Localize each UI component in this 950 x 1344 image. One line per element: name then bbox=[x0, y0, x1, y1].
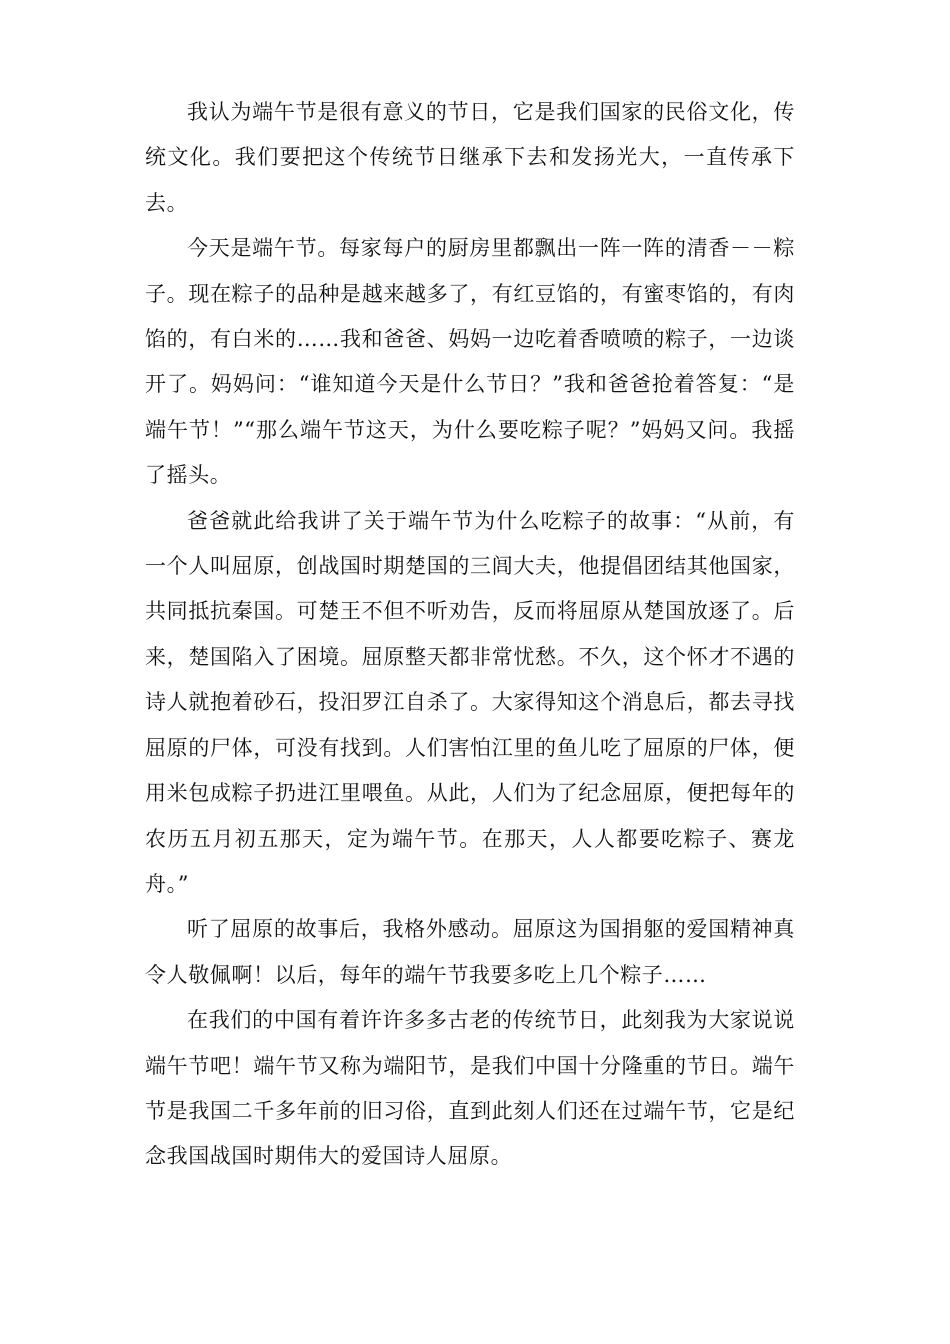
paragraph-2: 今天是端午节。每家每户的厨房里都飘出一阵一阵的清香－－粽子。现在粽子的品种是越来越多了，有红豆馅的，有蜜枣馅的，有肉馅的，有白米的……我和爸爸、妈妈一边吃着香喷喷的粽子，一边谈开了。妈妈问：“谁知道今天是什么节日？”我和爸爸抢着答复：“是端午节！”“那么端午节这天，为什么要吃粽子呢？”妈妈又问。我摇了摇头。 bbox=[145, 236, 795, 488]
paragraph-1: 我认为端午节是很有意义的节日，它是我们国家的民俗文化，传统文化。我们要把这个传统节日继承下去和发扬光大，一直传承下去。 bbox=[145, 100, 795, 215]
paragraph-3: 爸爸就此给我讲了关于端午节为什么吃粽子的故事：“从前，有一个人叫屈原，创战国时期楚国的三闾大夫，他提倡团结其他国家，共同抵抗秦国。可楚王不但不听劝告，反而将屈原从楚国放逐了。后来，楚国陷入了困境。屈原整天都非常忧愁。不久，这个怀才不遇的诗人就抱着砂石，投汨罗江自杀了。大家得知这个消息后，都去寻找屈原的尸体，可没有找到。人们害怕江里的鱼儿吃了屈原的尸体，便用米包成粽子扔进江里喂鱼。从此，人们为了纪念屈原，便把每年的农历五月初五那天，定为端午节。在那天，人人都要吃粽子、赛龙舟。” bbox=[145, 508, 795, 896]
paragraph-5: 在我们的中国有着许许多多古老的传统节日，此刻我为大家说说端午节吧！端午节又称为端阳节，是我们中国十分隆重的节日。端午节是我国二千多年前的旧习俗，直到此刻人们还在过端午节，它是纪念我国战国时期伟大的爱国诗人屈原。 bbox=[145, 1008, 795, 1169]
document-body bbox=[145, 90, 795, 1180]
paragraph-4: 听了屈原的故事后，我格外感动。屈原这为国捐躯的爱国精神真令人敬佩啊！以后，每年的端午节我要多吃上几个粽子…… bbox=[145, 917, 795, 987]
